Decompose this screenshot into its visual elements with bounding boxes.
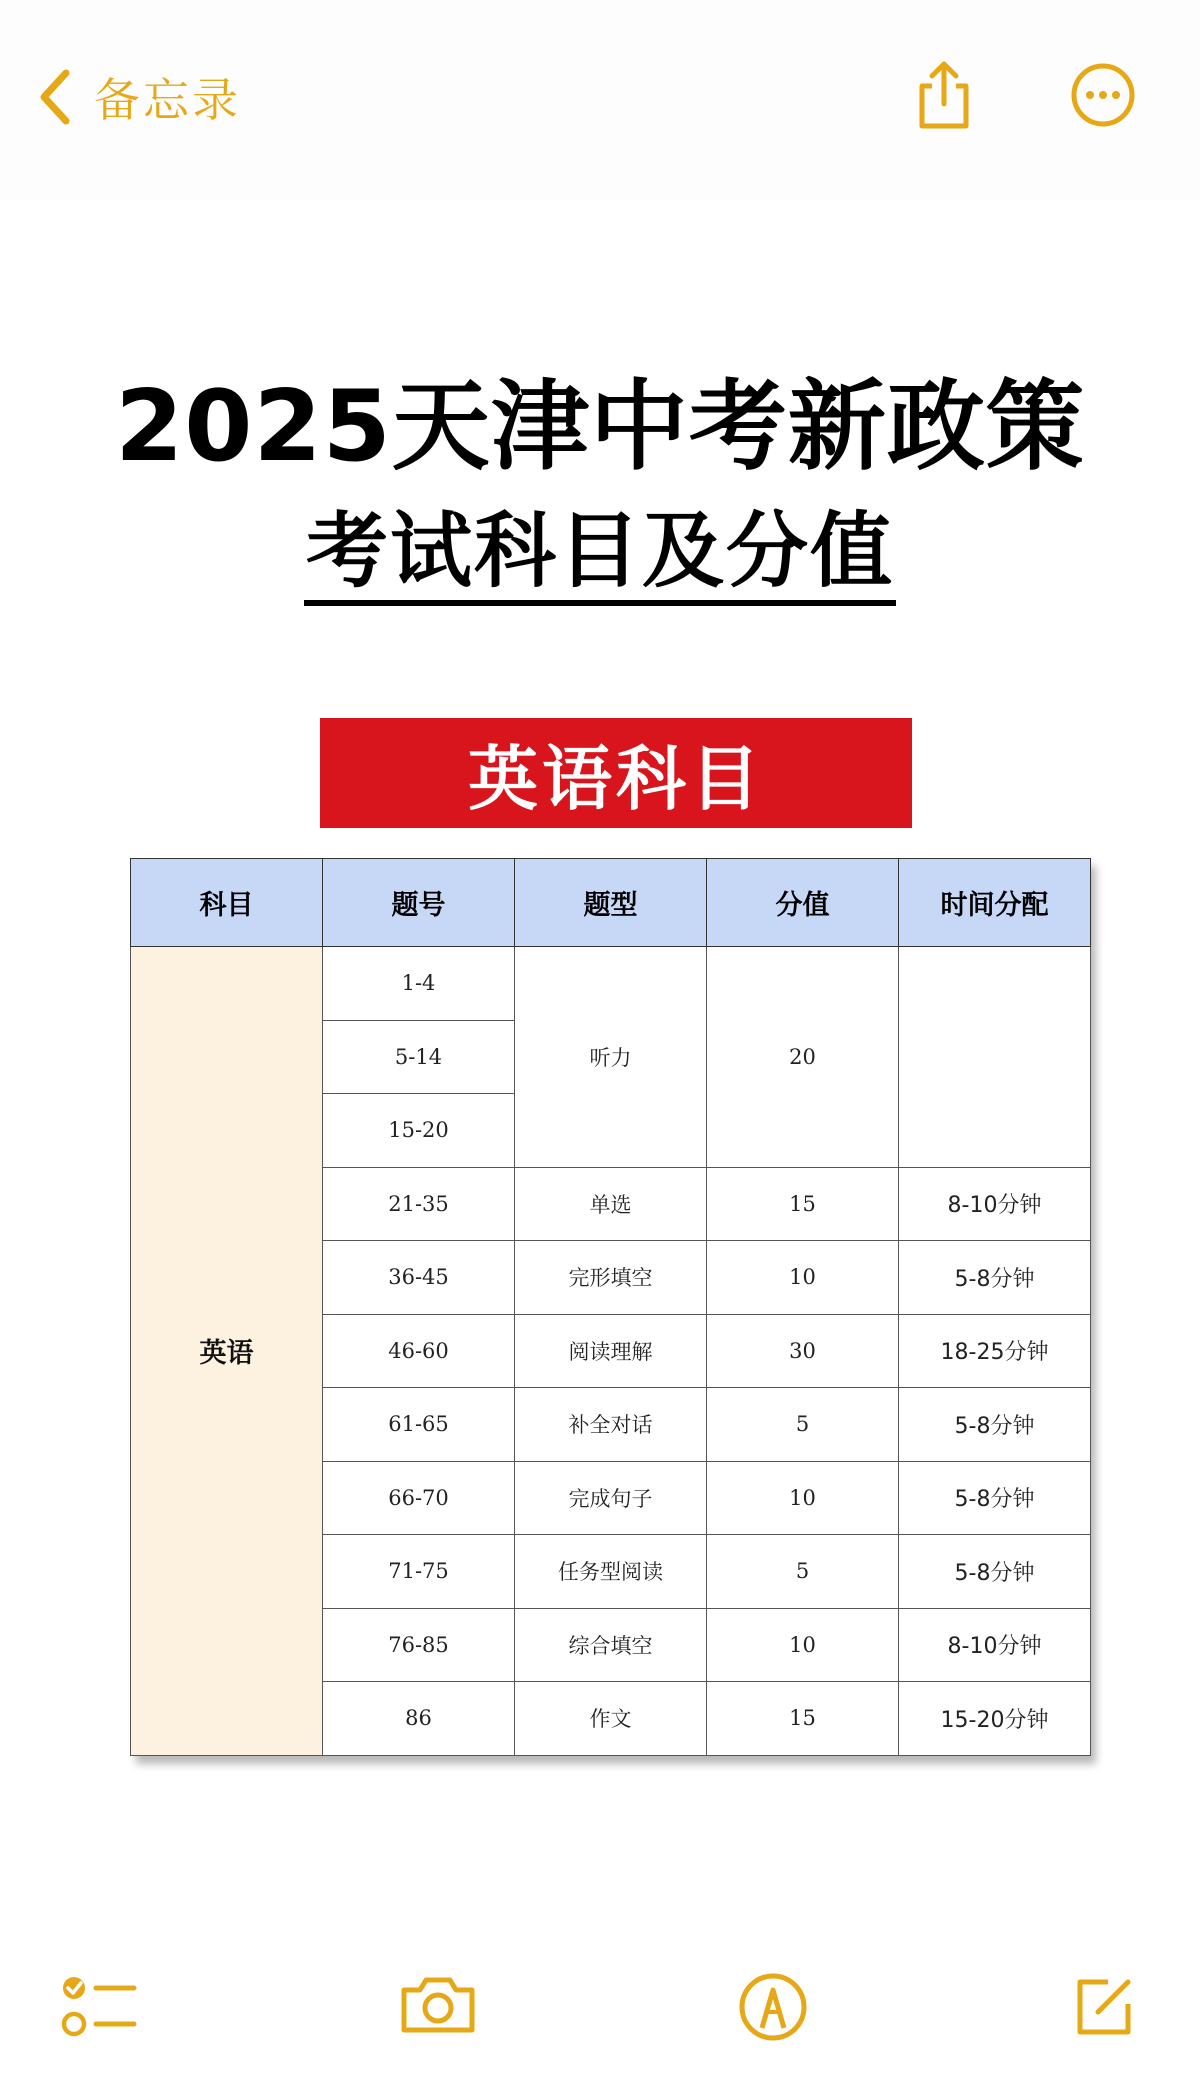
cell-score: 15 bbox=[707, 1682, 899, 1756]
cell-type: 阅读理解 bbox=[515, 1314, 707, 1388]
cell-number: 36-45 bbox=[323, 1241, 515, 1315]
cell-number: 5-14 bbox=[323, 1020, 515, 1094]
cell-type: 综合填空 bbox=[515, 1608, 707, 1682]
camera-icon[interactable] bbox=[398, 1972, 478, 2036]
cell-number: 76-85 bbox=[323, 1608, 515, 1682]
cell-type: 听力 bbox=[515, 947, 707, 1168]
score-table bbox=[130, 858, 1090, 1756]
cell-type: 完形填空 bbox=[515, 1241, 707, 1315]
cell-score: 20 bbox=[707, 947, 899, 1168]
page-subtitle-wrap bbox=[0, 504, 1200, 620]
checklist-icon[interactable] bbox=[60, 1972, 140, 2042]
column-header-time: 时间分配 bbox=[899, 859, 1091, 947]
back-button[interactable] bbox=[36, 62, 241, 132]
chevron-left-icon bbox=[36, 67, 74, 127]
cell-time: 5-8分钟 bbox=[899, 1461, 1091, 1535]
back-label: 备忘录 bbox=[94, 73, 241, 127]
navigation-bar bbox=[0, 0, 1200, 200]
cell-score: 10 bbox=[707, 1608, 899, 1682]
cell-number: 46-60 bbox=[323, 1314, 515, 1388]
cell-score: 30 bbox=[707, 1314, 899, 1388]
cell-time: 15-20分钟 bbox=[899, 1682, 1091, 1756]
column-header-score: 分值 bbox=[707, 859, 899, 947]
cell-number: 15-20 bbox=[323, 1094, 515, 1168]
cell-score: 10 bbox=[707, 1461, 899, 1535]
cell-number: 61-65 bbox=[323, 1388, 515, 1462]
markup-pen-icon[interactable] bbox=[738, 1972, 808, 2042]
page-title: 2025天津中考新政策 bbox=[115, 370, 1085, 484]
subject-banner-label: 英语科目 bbox=[468, 737, 764, 820]
cell-time: 18-25分钟 bbox=[899, 1314, 1091, 1388]
column-header-subject: 科目 bbox=[131, 859, 323, 947]
cell-time: 8-10分钟 bbox=[899, 1167, 1091, 1241]
bottom-toolbar bbox=[0, 1940, 1200, 2080]
cell-score: 5 bbox=[707, 1535, 899, 1609]
share-icon[interactable] bbox=[912, 58, 976, 132]
cell-number: 21-35 bbox=[323, 1167, 515, 1241]
table-header-row bbox=[131, 859, 1091, 947]
column-header-number: 题号 bbox=[323, 859, 515, 947]
cell-type: 任务型阅读 bbox=[515, 1535, 707, 1609]
cell-score: 15 bbox=[707, 1167, 899, 1241]
cell-time bbox=[899, 947, 1091, 1168]
cell-time: 5-8分钟 bbox=[899, 1241, 1091, 1315]
page-subtitle: 考试科目及分值 bbox=[304, 508, 896, 606]
cell-type: 作文 bbox=[515, 1682, 707, 1756]
more-icon[interactable] bbox=[1070, 62, 1136, 128]
cell-time: 8-10分钟 bbox=[899, 1608, 1091, 1682]
cell-type: 单选 bbox=[515, 1167, 707, 1241]
subject-banner bbox=[320, 718, 912, 828]
cell-number: 66-70 bbox=[323, 1461, 515, 1535]
subject-cell: 英语 bbox=[131, 947, 323, 1756]
cell-number: 71-75 bbox=[323, 1535, 515, 1609]
table-row bbox=[131, 947, 1091, 1021]
cell-type: 补全对话 bbox=[515, 1388, 707, 1462]
cell-score: 10 bbox=[707, 1241, 899, 1315]
column-header-type: 题型 bbox=[515, 859, 707, 947]
cell-number: 1-4 bbox=[323, 947, 515, 1021]
cell-type: 完成句子 bbox=[515, 1461, 707, 1535]
cell-score: 5 bbox=[707, 1388, 899, 1462]
cell-time: 5-8分钟 bbox=[899, 1388, 1091, 1462]
compose-icon[interactable] bbox=[1068, 1972, 1138, 2042]
cell-number: 86 bbox=[323, 1682, 515, 1756]
cell-time: 5-8分钟 bbox=[899, 1535, 1091, 1609]
